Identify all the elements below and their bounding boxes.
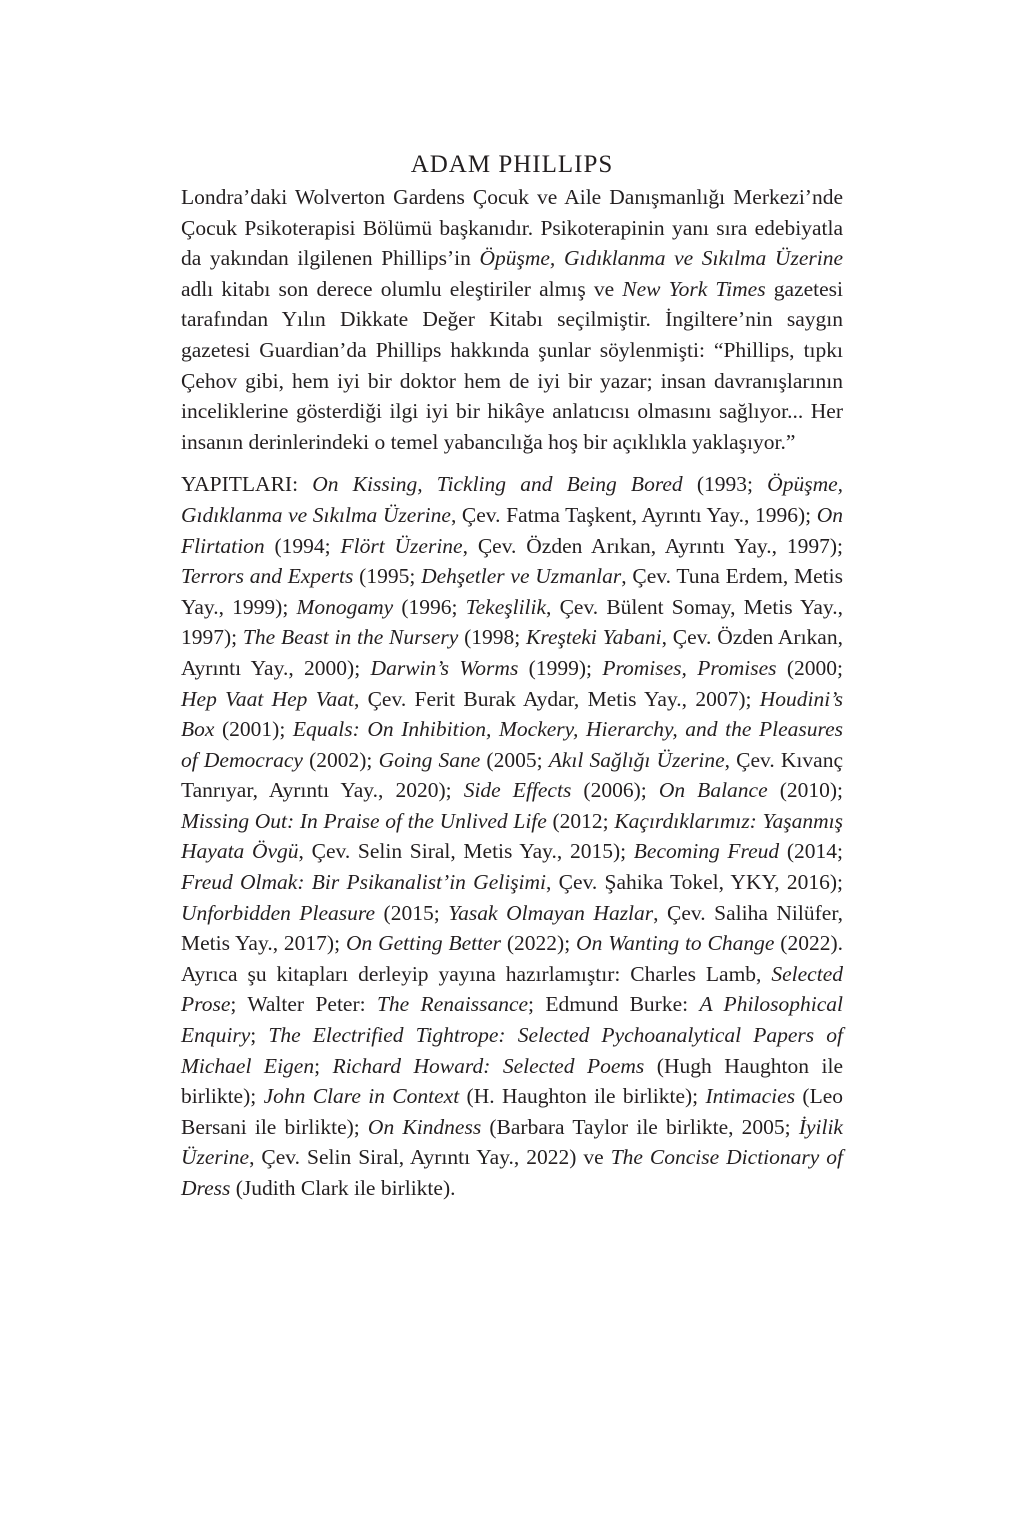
italic-title-segment: Missing Out: In Praise of the Unlived Life	[181, 808, 547, 833]
text-segment: , Çev. Bülent Somay, Metis Yay., 1997);	[181, 594, 844, 650]
italic-title-segment: The Concise Dictionary of Dress	[181, 1145, 844, 1200]
text-segment: , Çev. Şahika Tokel, YKY, 2016);	[546, 870, 844, 895]
italic-title-segment: Darwin’s Worms	[370, 655, 519, 680]
italic-title-segment: A Philosophical Enquiry	[181, 992, 843, 1048]
text-segment: (2005;	[480, 747, 549, 772]
italic-title-segment: Tekeşlilik	[465, 594, 547, 619]
italic-title-segment: On Kindness	[367, 1114, 482, 1139]
text-segment: (2012;	[546, 808, 615, 833]
italic-title-segment: On Getting Better	[345, 931, 501, 956]
italic-title-segment: Flört Üzerine	[340, 533, 463, 558]
text-segment: (1996;	[393, 594, 466, 619]
text-segment: (Hugh Haughton ile birlikte);	[181, 1053, 843, 1109]
italic-title-segment: Monogamy	[296, 594, 394, 619]
text-segment: (2006);	[571, 778, 659, 803]
text-segment: , Çev. Selin Siral, Ayrıntı Yay., 2022) ve	[249, 1145, 611, 1170]
italic-title-segment: The Electrified Tightrope: Selected Pychoanalytical Papers of Michael Eigen	[181, 1023, 843, 1078]
italic-title-segment: İyilik Üzerine	[181, 1114, 843, 1170]
text-segment: adlı kitabı son derece olumlu eleştiriler almış ve	[181, 276, 623, 301]
text-segment: (2022). Ayrıca şu kitapları derleyip yayına hazırlamıştır: Charles Lamb,	[181, 931, 843, 986]
text-segment: (Leo Bersani ile birlikte);	[181, 1084, 843, 1139]
italic-title-segment: On Flirtation	[181, 502, 843, 558]
text-segment: YAPITLARI:	[181, 472, 313, 497]
text-segment: (1994;	[264, 533, 341, 558]
book-page	[181, 150, 843, 1204]
italic-title-segment: Side Effects	[463, 778, 572, 803]
text-segment: (2002);	[302, 747, 379, 772]
italic-title-segment: Akıl Sağlığı Üzerine	[548, 747, 725, 772]
text-segment: , Çev. Tuna Erdem, Metis Yay., 1999);	[181, 564, 844, 619]
italic-title-segment: On Kissing, Tickling and Being Bored	[312, 472, 683, 497]
text-segment: ; Edmund Burke:	[528, 992, 700, 1017]
text-segment: ;	[250, 1023, 269, 1048]
text-segment: (1993;	[682, 472, 768, 497]
italic-title-segment: Going Sane	[378, 747, 481, 772]
text-segment: , Çev. Özden Arıkan, Ayrıntı Yay., 2000);	[181, 625, 843, 680]
italic-title-segment: Terrors and Experts	[181, 564, 354, 589]
text-segment: (1998;	[458, 625, 527, 650]
text-segment: Londra’daki Wolverton Gardens Çocuk ve Aile Danışmanlığı Merkezi’nde Çocuk Psikoterapisi Bölümü başkanıdır. Psikoterapinin yanı sıra edebiyatla da yakından ilgilenen Phillips’in	[181, 185, 843, 271]
italic-title-segment: On Balance	[658, 778, 768, 803]
text-segment: (1995;	[353, 564, 422, 589]
works-paragraph	[181, 469, 843, 1203]
text-segment: (2000;	[776, 655, 843, 680]
italic-title-segment: Selected Prose	[181, 961, 843, 1017]
italic-title-segment: Öpüşme, Gıdıklanma ve Sıkılma Üzerine	[479, 246, 843, 271]
italic-title-segment: On Wanting to Change	[576, 931, 775, 956]
italic-title-segment: Becoming Freud	[633, 839, 780, 864]
italic-title-segment: Öpüşme, Gıdıklanma ve Sıkılma Üzerine	[181, 472, 844, 527]
italic-title-segment: The Beast in the Nursery	[242, 625, 459, 650]
text-segment: (2014;	[779, 839, 843, 864]
author-title: ADAM PHILLIPS	[410, 151, 614, 178]
text-segment: (2001);	[214, 717, 293, 742]
italic-title-segment: Intimacies	[705, 1084, 796, 1109]
text-segment: , Çev. Selin Siral, Metis Yay., 2015);	[298, 839, 634, 864]
text-segment: , Çev. Özden Arıkan, Ayrıntı Yay., 1997);	[462, 533, 843, 558]
text-segment: , Çev. Ferit Burak Aydar, Metis Yay., 2007);	[353, 686, 760, 711]
italic-title-segment: The Renaissance	[376, 992, 529, 1017]
italic-title-segment: Hep Vaat Hep Vaat	[181, 686, 354, 711]
text-segment: , Çev. Fatma Taşkent, Ayrıntı Yay., 1996);	[450, 502, 817, 527]
italic-title-segment: Kaçırdıklarımız: Yaşanmış Hayata Övgü	[181, 808, 843, 864]
text-segment: (2010);	[767, 778, 844, 803]
italic-title-segment: Unforbidden Pleasure	[181, 900, 376, 925]
text-segment: ; Walter Peter:	[230, 992, 377, 1017]
text-segment: (2022);	[501, 931, 577, 956]
italic-title-segment: Dehşetler ve Uzmanlar	[421, 564, 622, 589]
author-bio-paragraph	[181, 182, 843, 457]
italic-title-segment: Richard Howard: Selected Poems	[332, 1053, 645, 1078]
text-segment: (2015;	[375, 900, 449, 925]
text-segment: (1999);	[518, 655, 603, 680]
italic-title-segment: New York Times	[622, 276, 766, 301]
italic-title-segment: Freud Olmak: Bir Psikanalist’in Gelişimi	[181, 870, 547, 895]
text-segment: gazetesi tarafından Yılın Dikkate Değer Kitabı seçilmiştir. İngiltere’nin saygın gazetesi Guardian’da Phillips hakkında şunlar söylenmişti: “Phillips, tıpkı Çehov gibi, hem iyi bir doktor hem de iyi bir yazar; insan davranışlarının inceliklerine gösterdiği ilgi iyi bir hikâye anlatıcısı olmasını sağlıyor... Her insanın derinlerindeki o temel yabancılığa hoş bir açıklıkla yaklaşıyor.”	[181, 276, 843, 454]
italic-title-segment: Houdini’s Box	[181, 686, 843, 742]
text-segment: ;	[314, 1053, 333, 1078]
italic-title-segment: Yasak Olmayan Hazlar	[448, 900, 654, 925]
text-segment: , Çev. Kıvanç Tanrıyar, Ayrıntı Yay., 2020);	[181, 747, 843, 803]
text-segment: (H. Haughton ile birlikte);	[459, 1084, 706, 1109]
italic-title-segment: Equals: On Inhibition, Mockery, Hierarchy, and the Pleasures of Democracy	[181, 717, 843, 772]
text-segment: (Judith Clark ile birlikte).	[230, 1176, 456, 1200]
italic-title-segment: Promises, Promises	[602, 655, 777, 680]
text-segment: , Çev. Saliha Nilüfer, Metis Yay., 2017);	[181, 900, 844, 956]
text-segment: (Barbara Taylor ile birlikte, 2005;	[481, 1114, 799, 1139]
italic-title-segment: Kreşteki Yabani	[526, 625, 662, 650]
italic-title-segment: John Clare in Context	[263, 1084, 460, 1109]
